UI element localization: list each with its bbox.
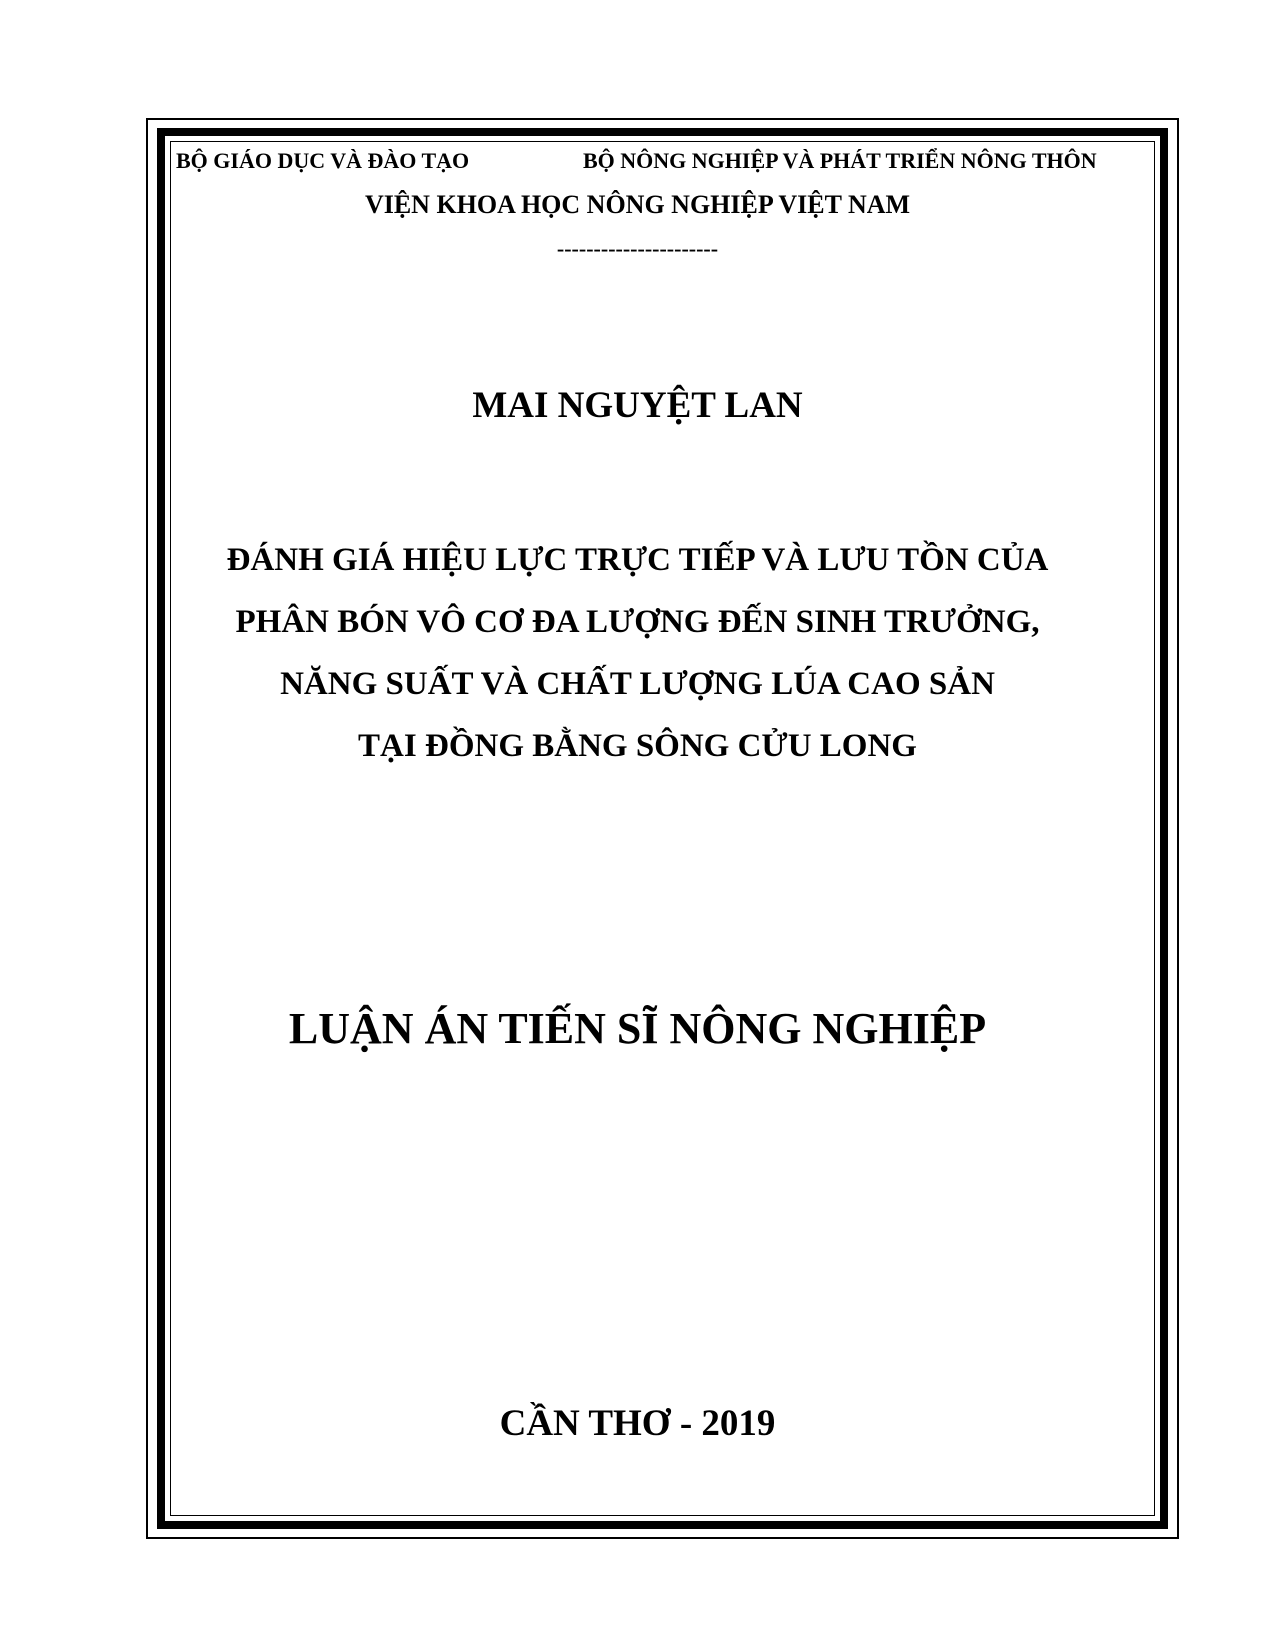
place-and-year: CẦN THƠ - 2019 bbox=[499, 1403, 776, 1444]
thesis-title-line: ĐÁNH GIÁ HIỆU LỰC TRỰC TIẾP VÀ LƯU TỒN CỦA bbox=[226, 542, 1049, 578]
degree-label: LUẬN ÁN TIẾN SĨ NÔNG NGHIỆP bbox=[288, 1004, 987, 1053]
ministry-agriculture-label: BỘ NÔNG NGHIỆP VÀ PHÁT TRIỂN NÔNG THÔN bbox=[583, 148, 1097, 173]
thesis-title-line: NĂNG SUẤT VÀ CHẤT LƯỢNG LÚA CAO SẢN bbox=[280, 666, 995, 702]
inner-border bbox=[170, 141, 1155, 1516]
ministry-education-label: BỘ GIÁO DỤC VÀ ĐÀO TẠO bbox=[176, 148, 470, 173]
institute-name: VIỆN KHOA HỌC NÔNG NGHIỆP VIỆT NAM bbox=[364, 190, 911, 219]
thesis-title bbox=[0, 540, 1275, 788]
thesis-title-line: PHÂN BÓN VÔ CƠ ĐA LƯỢNG ĐẾN SINH TRƯỞNG, bbox=[235, 604, 1040, 640]
author-name: MAI NGUYỆT LAN bbox=[472, 385, 803, 426]
header-divider: ---------------------- bbox=[556, 236, 719, 261]
thesis-title-line: TẠI ĐỒNG BẰNG SÔNG CỬU LONG bbox=[358, 728, 917, 764]
